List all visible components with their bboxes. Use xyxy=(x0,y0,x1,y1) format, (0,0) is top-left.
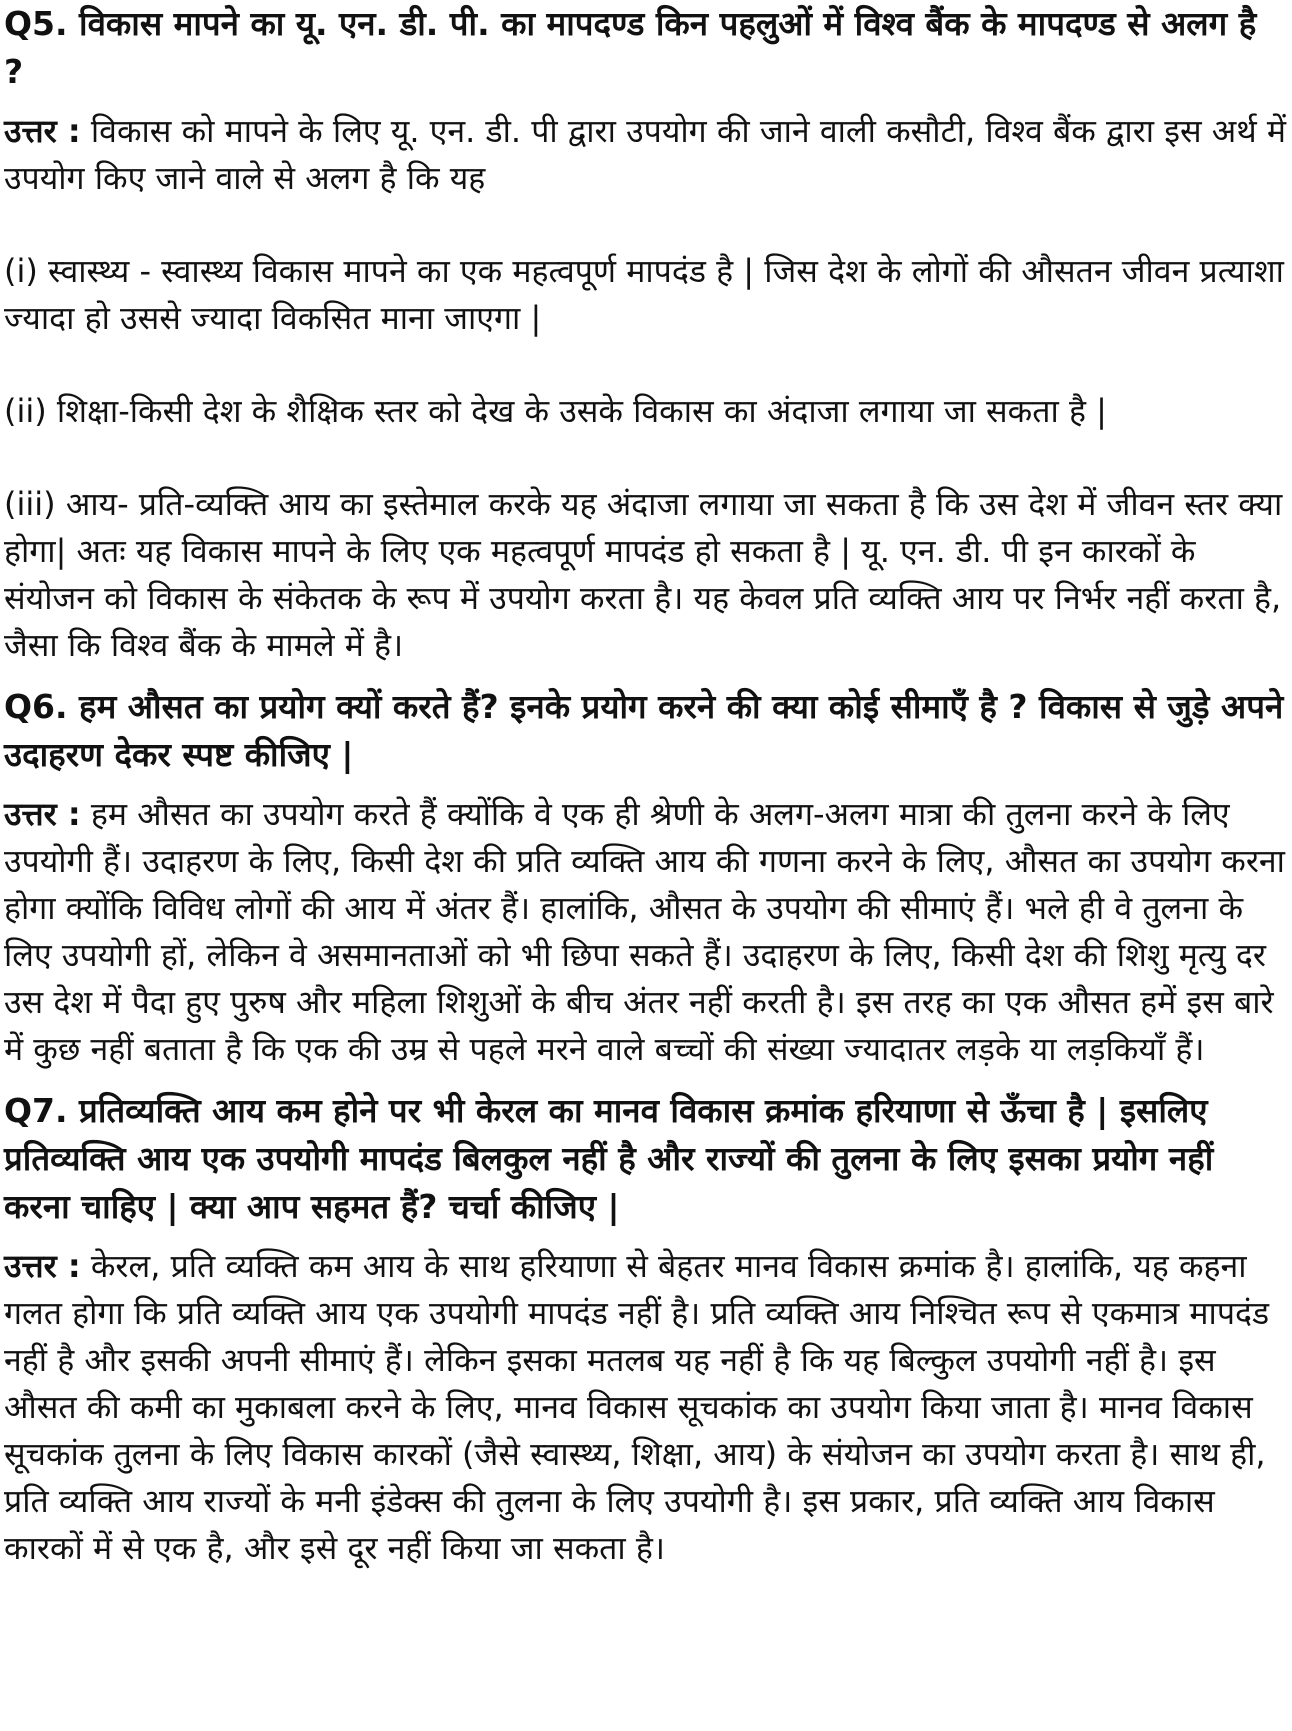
spacer xyxy=(4,202,1286,248)
question-q7: Q7. प्रतिव्यक्ति आय कम होने पर भी केरल का मानव विकास क्रमांक हरियाणा से ऊँचा है | इसलिए प्रतिव्यक्ति आय एक उपयोगी मापदंड बिलकुल नहीं है और राज्यों की तुलना के लिए इसका प्रयोग नहीं करना चाहिए | क्या आप सहमत हैं? चर्चा कीजिए | xyxy=(4,1091,1214,1226)
spacer xyxy=(4,435,1286,481)
spacer xyxy=(4,96,1286,108)
answer-label: उत्तर : xyxy=(4,795,81,833)
spacer xyxy=(4,1231,1286,1243)
answer-q5-intro-text: विकास को मापने के लिए यू. एन. डी. पी द्वारा उपयोग की जाने वाली कसौटी, विश्व बैंक द्वारा इस अर्थ में उपयोग किए जाने वाले से अलग है कि यह xyxy=(4,112,1286,197)
spacer xyxy=(4,779,1286,791)
document-page xyxy=(4,0,1286,1572)
spacer xyxy=(4,1073,1286,1087)
answer-q5-intro xyxy=(4,108,1286,202)
answer-q6 xyxy=(4,791,1286,1073)
answer-q7-text: केरल, प्रति व्यक्ति कम आय के साथ हरियाणा से बेहतर मानव विकास क्रमांक है। हालांकि, यह कहना गलत होगा कि प्रति व्यक्ति आय एक उपयोगी मापदंड नहीं है। प्रति व्यक्ति आय निश्चित रूप से एकमात्र मापदंड नहीं है और इसकी अपनी सीमाएं हैं। लेकिन इसका मतलब यह नहीं है कि यह बिल्कुल उपयोगी नहीं है। इस औसत की कमी का मुकाबला करने के लिए, मानव विकास सूचकांक का उपयोग किया जाता है। मानव विकास सूचकांक तुलना के लिए विकास कारकों (जैसे स्वास्थ्य, शिक्षा, आय) के संयोजन का उपयोग करता है। साथ ही, प्रति व्यक्ति आय राज्यों के मनी इंडेक्स की तुलना के लिए उपयोगी है। इस प्रकार, प्रति व्यक्ति आय विकास कारकों में से एक है, और इसे दूर नहीं किया जा सकता है। xyxy=(4,1247,1270,1567)
answer-q5-point-1: (i) स्वास्थ्य - स्वास्थ्य विकास मापने का एक महत्वपूर्ण मापदंड है | जिस देश के लोगों की औसतन जीवन प्रत्याशा ज्यादा हो उससे ज्यादा विकसित माना जाएगा | xyxy=(4,252,1284,337)
answer-q7 xyxy=(4,1243,1286,1572)
spacer xyxy=(4,342,1286,388)
answer-label: उत्तर : xyxy=(4,112,81,150)
answer-label: उत्तर : xyxy=(4,1247,81,1285)
answer-q6-text: हम औसत का उपयोग करते हैं क्योंकि वे एक ही श्रेणी के अलग-अलग मात्रा की तुलना करने के लिए उपयोगी हैं। उदाहरण के लिए, किसी देश की प्रति व्यक्ति आय की गणना करने के लिए, औसत का उपयोग करना होगा क्योंकि विविध लोगों की आय में अंतर हैं। हालांकि, औसत के उपयोग की सीमाएं हैं। भले ही वे तुलना के लिए उपयोगी हों, लेकिन वे असमानताओं को भी छिपा सकते हैं। उदाहरण के लिए, किसी देश की शिशु मृत्यु दर उस देश में पैदा हुए पुरुष और महिला शिशुओं के बीच अंतर नहीं करती है। इस तरह का एक औसत हमें इस बारे में कुछ नहीं बताता है कि एक की उम्र से पहले मरने वाले बच्चों की संख्या ज्यादातर लड़के या लड़कियाँ हैं। xyxy=(4,795,1285,1068)
question-q5: Q5. विकास मापने का यू. एन. डी. पी. का मापदण्ड किन पहलुओं में विश्व बैंक के मापदण्ड से अलग है ? xyxy=(4,4,1257,91)
answer-q5-point-2: (ii) शिक्षा-किसी देश के शैक्षिक स्तर को देख के उसके विकास का अंदाजा लगाया जा सकता है | xyxy=(4,392,1107,430)
question-q6: Q6. हम औसत का प्रयोग क्यों करते हैं? इनके प्रयोग करने की क्या कोई सीमाएँ है ? विकास से जुड़े अपने उदाहरण देकर स्पष्ट कीजिए | xyxy=(4,687,1284,774)
answer-q5-point-3: (iii) आय- प्रति-व्यक्ति आय का इस्तेमाल करके यह अंदाजा लगाया जा सकता है कि उस देश में जीवन स्तर क्या होगा| अतः यह विकास मापने के लिए एक महत्वपूर्ण मापदंड हो सकता है | यू. एन. डी. पी इन कारकों के संयोजन को विकास के संकेतक के रूप में उपयोग करता है। यह केवल प्रति व्यक्ति आय पर निर्भर नहीं करता है, जैसा कि विश्व बैंक के मामले में है। xyxy=(4,485,1283,664)
spacer xyxy=(4,669,1286,683)
